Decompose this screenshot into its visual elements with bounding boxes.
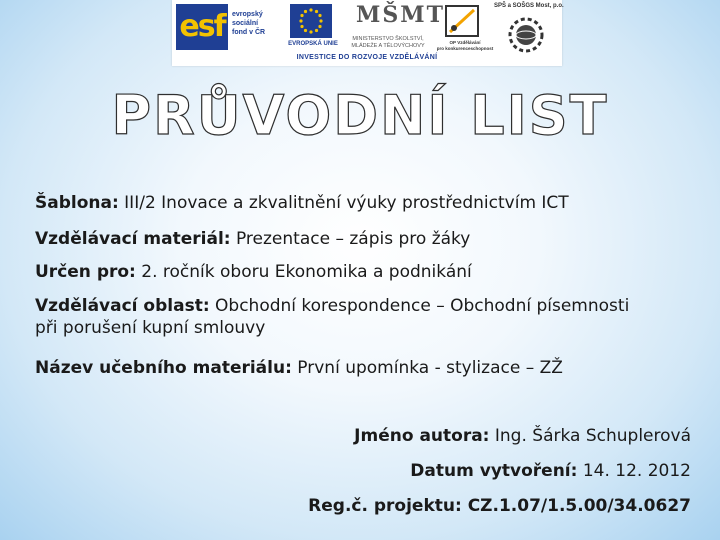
field-label: Datum vytvoření:: [410, 461, 578, 481]
field-label: Reg.č. projektu:: [308, 496, 462, 516]
field-urcen-pro: [35, 261, 472, 283]
field-value: Obchodní korespondence – Obchodní písemnosti při porušení kupní smlouvy: [35, 296, 630, 338]
field-value: 2. ročník oboru Ekonomika a podnikání: [141, 262, 472, 282]
msmt-logo: [342, 2, 445, 54]
school-logo-name: SPŠ a SOŠGS Most, p.o.: [494, 3, 564, 9]
field-value: CZ.1.07/1.5.00/34.0627: [467, 496, 691, 516]
investice-banner: INVESTICE DO ROZVOJE VZDĚLÁVÁNÍ: [296, 54, 438, 61]
field-label: Určen pro:: [35, 262, 136, 282]
creation-date: [410, 460, 691, 482]
field-vzdelavaci-material: [35, 228, 470, 250]
field-label: Vzdělávací materiál:: [35, 229, 231, 249]
field-value: III/2 Inovace a zkvalitnění výuky prostřednictvím ICT: [124, 193, 569, 213]
eu-flag-icon: [290, 4, 332, 38]
field-value: Prezentace – zápis pro žáky: [235, 229, 471, 249]
esf-logo: [176, 4, 276, 50]
eu-logo-text: EVROPSKÁ UNIE: [288, 41, 338, 47]
field-nazev-materialu: [35, 357, 563, 379]
op-logo: [436, 4, 494, 54]
field-label: Jméno autora:: [354, 426, 490, 446]
op-logo-text: OP Vzdělávání pro konkurenceschopnost: [436, 40, 494, 51]
page-title: PRŮVODNÍ LIST: [111, 84, 609, 147]
op-logo-icon: [444, 4, 480, 38]
msmt-logo-mark: MŠMT: [356, 2, 445, 28]
school-logo: [494, 3, 564, 57]
author-name: [354, 425, 691, 447]
field-label: Vzdělávací oblast:: [35, 296, 210, 316]
esf-logo-mark: esf: [176, 4, 228, 50]
field-sablona: [35, 192, 569, 214]
field-value: Ing. Šárka Schuplerová: [494, 426, 691, 446]
field-value: První upomínka - stylizace – ZŽ: [297, 358, 563, 378]
logo-banner: [172, 0, 562, 66]
field-label: Název učebního materiálu:: [35, 358, 292, 378]
field-label: Šablona:: [35, 193, 119, 213]
gear-globe-icon: [502, 14, 550, 56]
project-reg-number: [308, 495, 691, 517]
eu-logo: [282, 4, 340, 50]
msmt-logo-text: MINISTERSTVO ŠKOLSTVÍ, MLÁDEŽE A TĚLOVÝCHOVY: [351, 36, 425, 49]
field-value: 14. 12. 2012: [582, 461, 691, 481]
esf-logo-text: evropský sociální fond v ČR: [232, 11, 266, 36]
field-vzdelavaci-oblast: [35, 295, 655, 339]
